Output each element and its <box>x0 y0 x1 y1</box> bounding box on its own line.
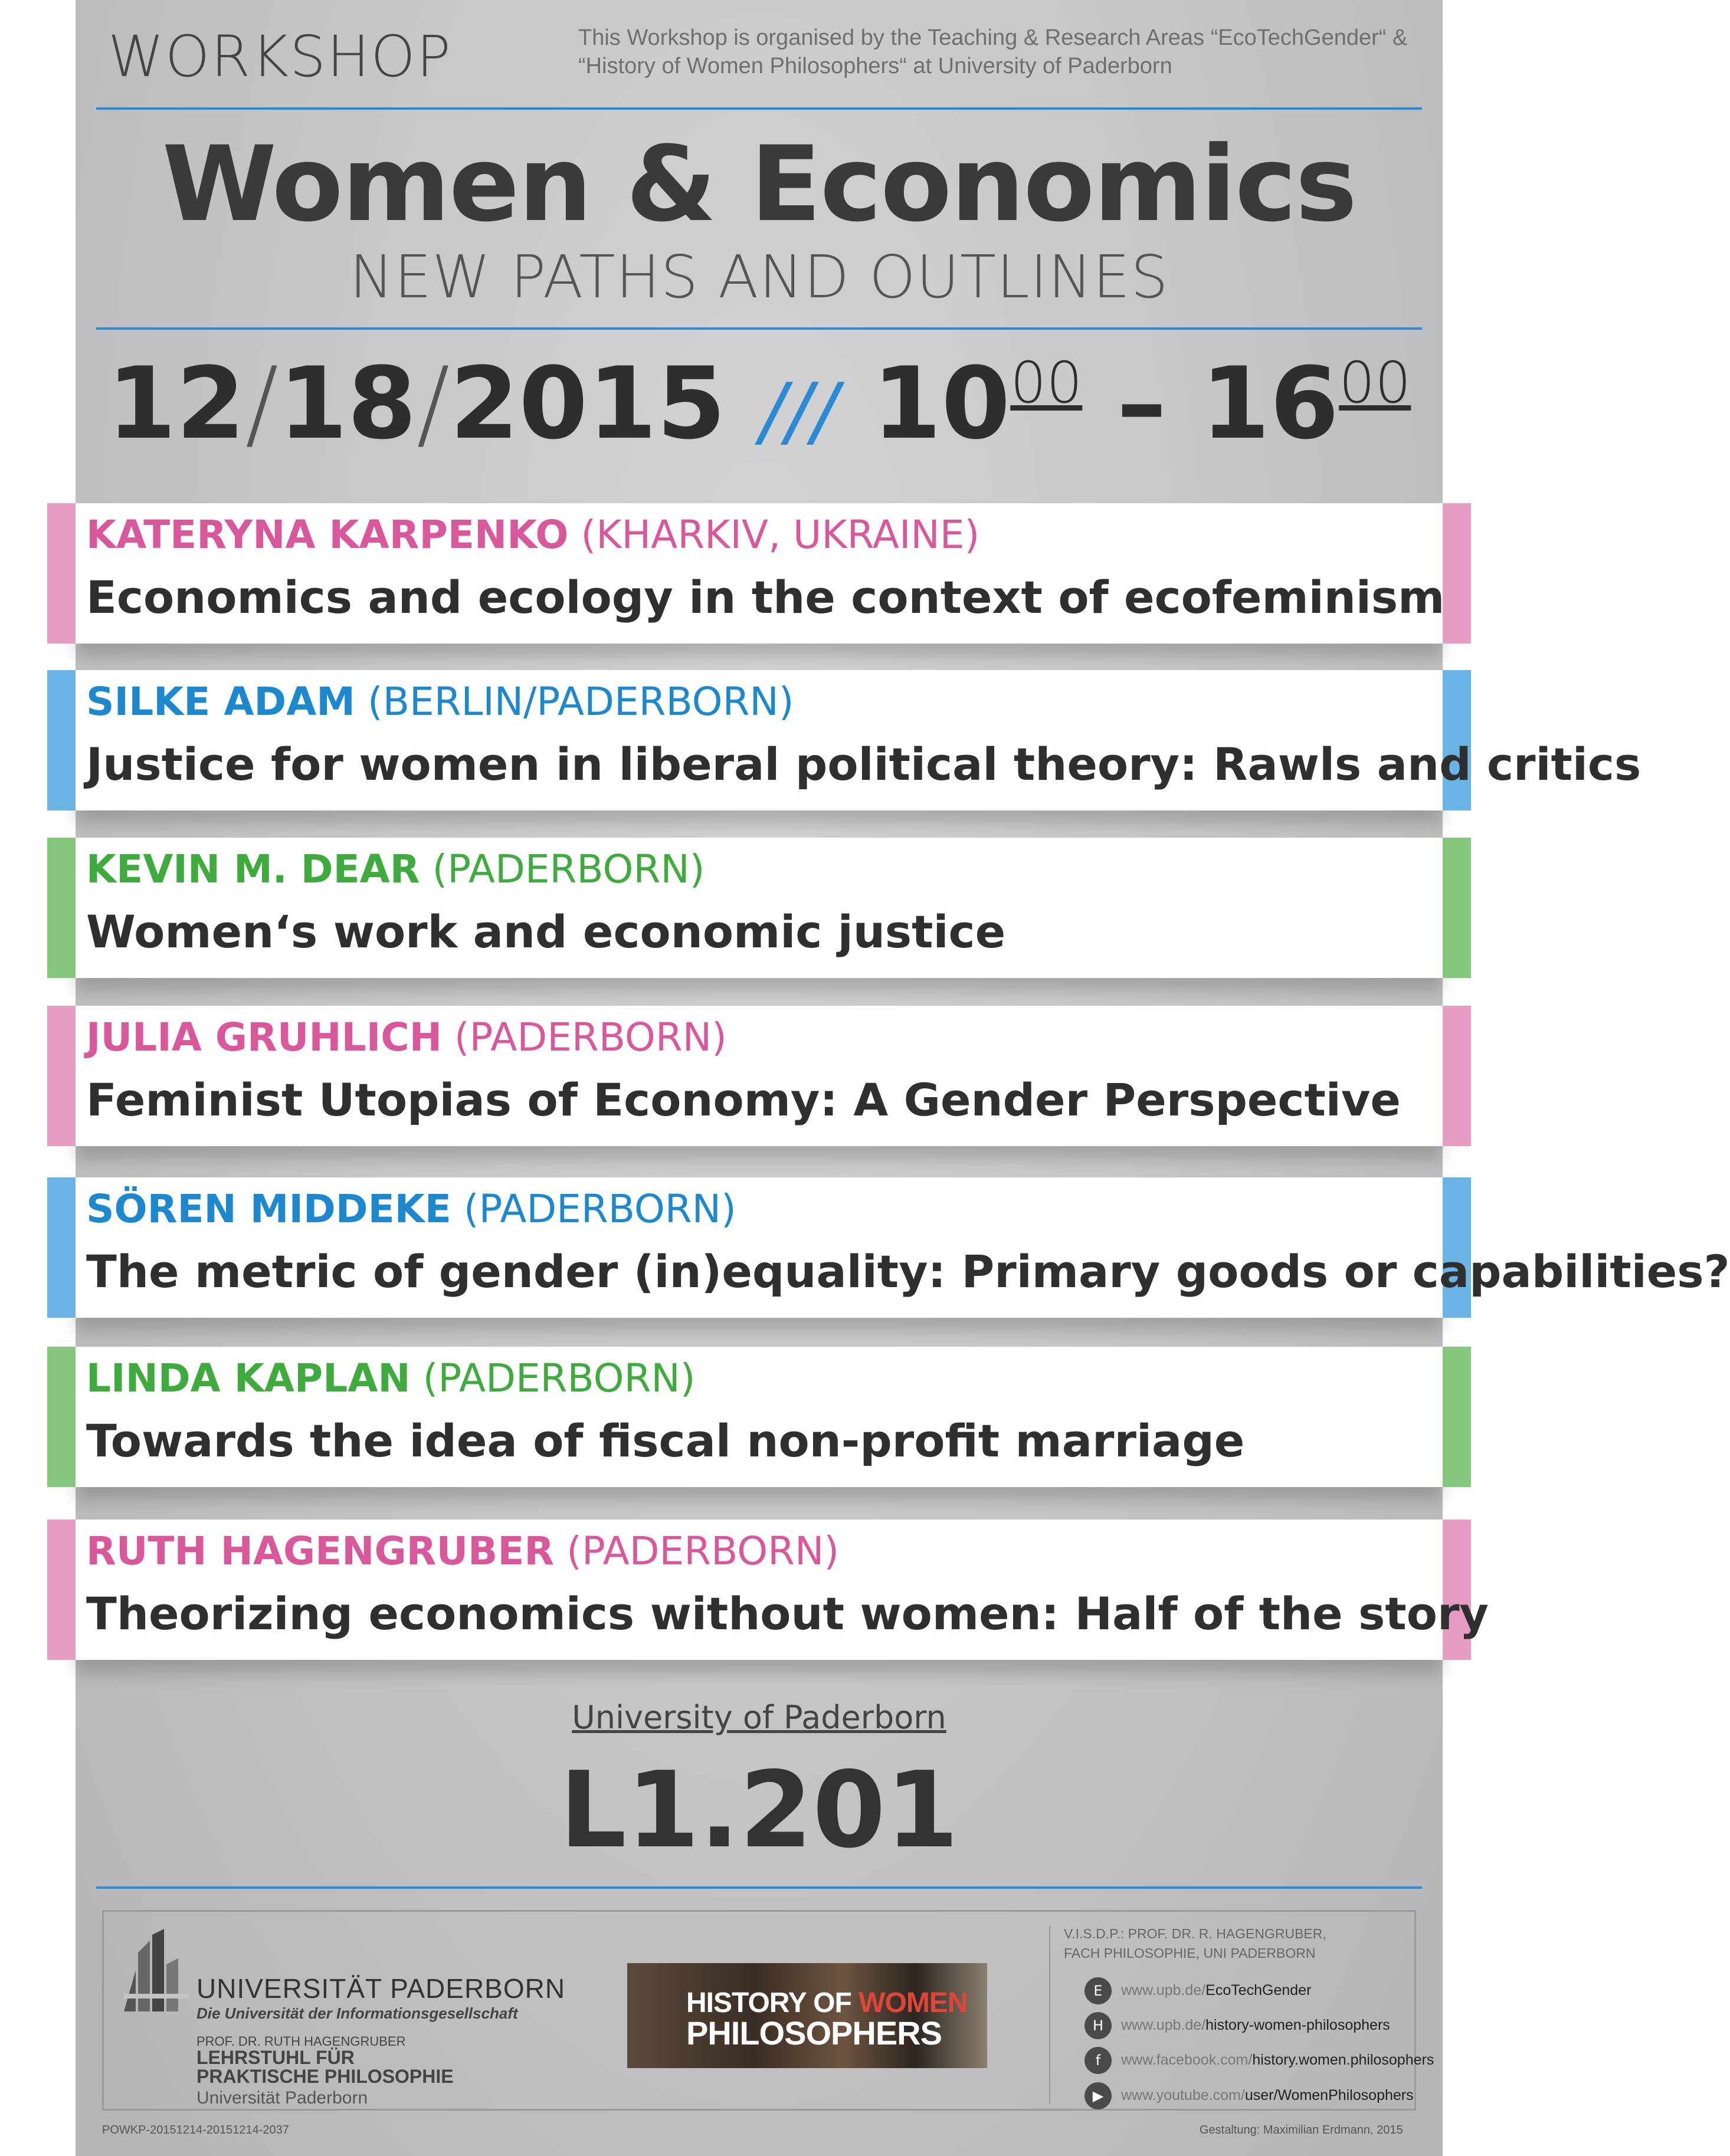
talk-card <box>76 503 1443 644</box>
workshop-subtitle: NEW PATHS AND OUTLINES <box>349 242 1169 311</box>
card-right-tab <box>1443 503 1471 644</box>
talk-title: Justice for women in liberal political theory: Rawls and critics <box>86 738 1641 790</box>
footer-link-url <box>1121 1982 1311 1999</box>
talk-speaker <box>86 1357 696 1400</box>
end-hour: 16 <box>1201 346 1339 461</box>
visdp-line2: FACH PHILOSOPHIE, UNI PADERBORN <box>1064 1945 1316 1961</box>
talk-card <box>76 670 1641 810</box>
footer-link-url <box>1121 2017 1390 2034</box>
history-women-philosophers-icon: H <box>1084 2012 1112 2039</box>
talk-card <box>76 1520 1489 1660</box>
chair-professor: PROF. DR. RUTH HAGENGRUBER <box>196 2034 406 2049</box>
workshop-kicker: WORKSHOP <box>108 24 452 90</box>
talk-speaker <box>86 1188 736 1231</box>
time-dash: – <box>1116 346 1167 461</box>
hwp-line1b: WOMEN <box>859 1987 968 2019</box>
start-hour: 10 <box>872 346 1011 461</box>
date-time: 12/18/2015 /// $10^{00} - 16^{00}$ <box>107 346 1411 461</box>
speaker-name: JULIA GRUHLICH <box>86 1015 442 1060</box>
speaker-name: SÖREN MIDDEKE <box>86 1186 451 1232</box>
footer-link-path: history.women.philosophers <box>1252 2052 1434 2068</box>
hwp-line2: PHILOSOPHERS <box>686 2014 942 2052</box>
card-left-tab <box>47 670 76 810</box>
talk-speaker <box>86 514 979 557</box>
speaker-place: (PADERBORN) <box>422 1356 696 1401</box>
university-name: UNIVERSITÄT PADERBORN <box>196 1973 566 2004</box>
talk-card <box>76 1347 1443 1487</box>
speaker-name: LINDA KAPLAN <box>86 1356 411 1401</box>
chair-university: Universität Paderborn <box>196 2088 368 2108</box>
facebook-icon: f <box>1084 2047 1112 2074</box>
speaker-name: SILKE ADAM <box>86 679 355 724</box>
talk-speaker <box>86 681 794 724</box>
date-year: 2015 <box>450 346 726 461</box>
poster <box>76 0 1730 2156</box>
ecotechgender-icon: E <box>1084 1977 1112 2004</box>
visdp-note <box>1064 1924 1406 1963</box>
talk-speaker <box>86 1530 839 1573</box>
footer-link-path: history-women-philosophers <box>1205 2017 1390 2033</box>
date-day: 18 <box>278 346 417 461</box>
design-credit: Gestaltung: Maximilian Erdmann, 2015 <box>1200 2124 1403 2137</box>
speaker-place: (PADERBORN) <box>463 1186 736 1232</box>
talk-card <box>76 838 1443 978</box>
footer-link-prefix: www.upb.de/ <box>1121 2017 1206 2033</box>
venue-institution: University of Paderborn <box>572 1699 946 1736</box>
venue-room: L1.201 <box>559 1749 959 1871</box>
card-left-tab <box>47 838 76 978</box>
chair-name-line2: PRAKTISCHE PHILOSOPHIE <box>196 2066 454 2087</box>
title-divider <box>96 327 1422 330</box>
workshop-title: Women & Economics <box>162 124 1357 245</box>
speaker-place: (PADERBORN) <box>566 1528 840 1574</box>
speaker-place: (KHARKIV, UKRAINE) <box>581 512 980 557</box>
footer-link-prefix: www.facebook.com/ <box>1121 2052 1253 2068</box>
chair-name <box>196 2048 527 2086</box>
top-divider <box>96 107 1422 110</box>
date-month: 12 <box>107 346 245 461</box>
card-right-tab <box>1443 1006 1471 1146</box>
talk-title: Economics and ecology in the context of ecofeminism <box>86 571 1445 623</box>
card-right-tab <box>1443 838 1471 978</box>
organiser-note-line2: “History of Women Philosophers“ at University of Paderborn <box>578 54 1172 78</box>
card-right-tab <box>1443 1347 1471 1487</box>
footer-vertical-divider <box>1049 1926 1050 2103</box>
card-left-tab <box>47 503 76 644</box>
organiser-note <box>578 24 1431 80</box>
footer-link-path: EcoTechGender <box>1205 1982 1312 1999</box>
speaker-place: (PADERBORN) <box>432 846 705 892</box>
card-left-tab <box>47 1006 76 1146</box>
card-left-tab <box>47 1520 76 1660</box>
history-women-philosophers-banner <box>627 1963 987 2068</box>
start-minutes: 00 <box>1010 350 1083 416</box>
speaker-name: RUTH HAGENGRUBER <box>86 1528 555 1574</box>
hwp-line1a: HISTORY OF <box>686 1987 851 2019</box>
talk-title: Feminist Utopias of Economy: A Gender Perspective <box>86 1074 1401 1126</box>
speaker-name: KATERYNA KARPENKO <box>86 512 569 557</box>
footer-link-path: user/WomenPhilosophers <box>1244 2087 1414 2104</box>
organiser-note-line1: This Workshop is organised by the Teaching & Research Areas “EcoTechGender“ & <box>578 25 1408 50</box>
speaker-name: KEVIN M. DEAR <box>86 846 420 892</box>
footer-divider <box>96 1886 1422 1889</box>
talk-title: Towards the idea of fiscal non-profit marriage <box>86 1415 1245 1467</box>
document-id: POWKP-20151214-20151214-2037 <box>102 2124 289 2137</box>
speaker-place: (BERLIN/PADERBORN) <box>367 679 794 724</box>
footer-link-prefix: www.youtube.com/ <box>1121 2087 1245 2104</box>
card-left-tab <box>47 1177 76 1318</box>
footer-link-url <box>1121 2052 1434 2069</box>
talk-card <box>76 1006 1443 1146</box>
talk-title: The metric of gender (in)equality: Primary goods or capabilities? <box>86 1245 1730 1298</box>
talk-title: Theorizing economics without women: Half of the story <box>86 1587 1489 1640</box>
end-minutes: 00 <box>1339 350 1411 416</box>
chair-name-line1: LEHRSTUHL FÜR <box>196 2047 355 2068</box>
date-separator: /// <box>760 366 838 456</box>
talk-card <box>76 1177 1730 1318</box>
visdp-line1: V.I.S.D.P.: PROF. DR. R. HAGENGRUBER, <box>1064 1926 1326 1941</box>
talk-speaker <box>86 848 705 891</box>
card-left-tab <box>47 1347 76 1487</box>
speaker-place: (PADERBORN) <box>454 1015 727 1060</box>
footer-link-prefix: www.upb.de/ <box>1121 1982 1206 1999</box>
talk-speaker <box>86 1016 727 1059</box>
talk-title: Women‘s work and economic justice <box>86 905 1006 958</box>
youtube-icon: ▶ <box>1084 2082 1112 2109</box>
university-logo-icon <box>124 1929 189 2011</box>
university-tagline: Die Universität der Informationsgesellschaft <box>196 2004 518 2022</box>
footer-link-url <box>1121 2087 1414 2104</box>
